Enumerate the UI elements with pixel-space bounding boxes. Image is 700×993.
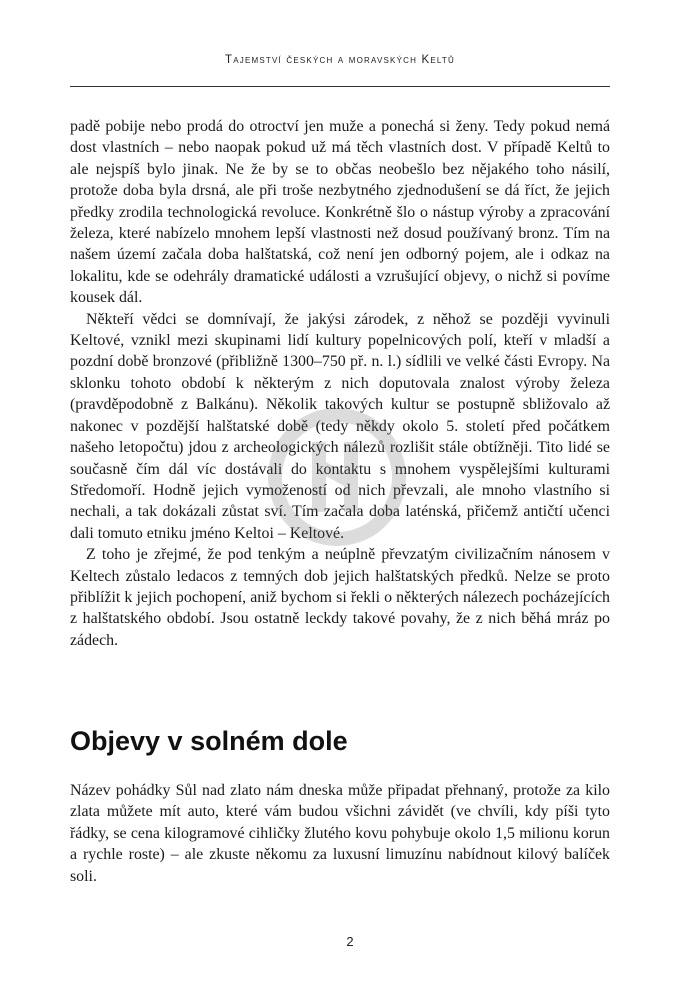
paragraph-section: Název pohádky Sůl nad zlato nám dneska může připadat přehnaný, protože za kilo zlata můžete mít auto, které vám budou všichni závidět (ve chvíli, kdy píši tyto řádky, se cena kilogramové cihličky žlutého kovu pohybuje okolo 1,5 milionu korun a rychle roste) – ale zkuste někomu za luxusní limuzínu nabídnout kilový balíček soli.: [70, 782, 610, 885]
body-text-bottom: [70, 780, 610, 887]
section-heading: Objevy v solném dole: [70, 726, 348, 756]
body-text-top: [70, 116, 610, 651]
running-head: Tajemství českých a moravských Keltů: [225, 54, 455, 66]
page-number: 2: [346, 934, 354, 949]
paragraph-3: Z toho je zřejmé, že pod tenkým a neúplně převzatým civilizačním nánosem v Keltech zůstalo ledacos z temných dob jejich halštatských předků. Nelze se proto přiblížit k jejich pochopení, aniž bychom si řekli o některých nálezech pocházejících z halštatského období. Jsou ostatně leckdy takové povahy, že z nich běhá mráz po zádech.: [70, 546, 610, 649]
paragraph-2: Někteří vědci se domnívají, že jakýsi zárodek, z něhož se později vyvinuli Keltové, vznikl mezi skupinami lidí kultury popelnicových polí, kteří v mladší a pozdní době bronzové (přibližně 1300–750 př. n. l.) sídlili ve velké části Evropy. Na sklonku tohoto období k některým z nich doputovala znalost výroby železa (pravděpodobně z Balkánu). Několik takových kultur se postupně sbližovalo až nakonec v pozdější halštatské době (tedy někdy okolo 5. století před počátkem našeho letopočtu) jdou z archeologických nálezů rozlišit stále obtížněji. Tito lidé se současně čím dál víc dostávali do kontaktu s mnohem vyspělejšími kulturami Středomoří. Hodně jejich vymožeností od nich převzali, ale mnoho vlastního si nechali, a tak dokázali zůstat sví. Tím začala doba laténská, přičemž antičtí učenci dali tomuto etniku jméno Keltoi – Keltové.: [70, 310, 610, 542]
header-rule: [70, 86, 610, 87]
paragraph-1: padě pobije nebo prodá do otroctví jen muže a ponechá si ženy. Tedy pokud nemá dost vlastních – nebo naopak pokud už má těch vlastních dost. V případě Keltů to ale nejspíš bylo jinak. Ne že by se to občas neobešlo bez nějakého toho násilí, protože doba byla drsná, ale při troše nezbytného zjednodušení se dá říct, že jejich předky zrodila technologická revoluce. Konkrétně šlo o nástup výroby a zpracování železa, které nabízelo mnohem lepší vlastnosti než dosud používaný bronz. Tím na našem území začala doba halštatská, což není jen odborný pojem, ale i odkaz na lokalitu, kde se odehrály dramatické události a vzrušující objevy, o nichž si povíme kousek dál.: [70, 118, 610, 307]
